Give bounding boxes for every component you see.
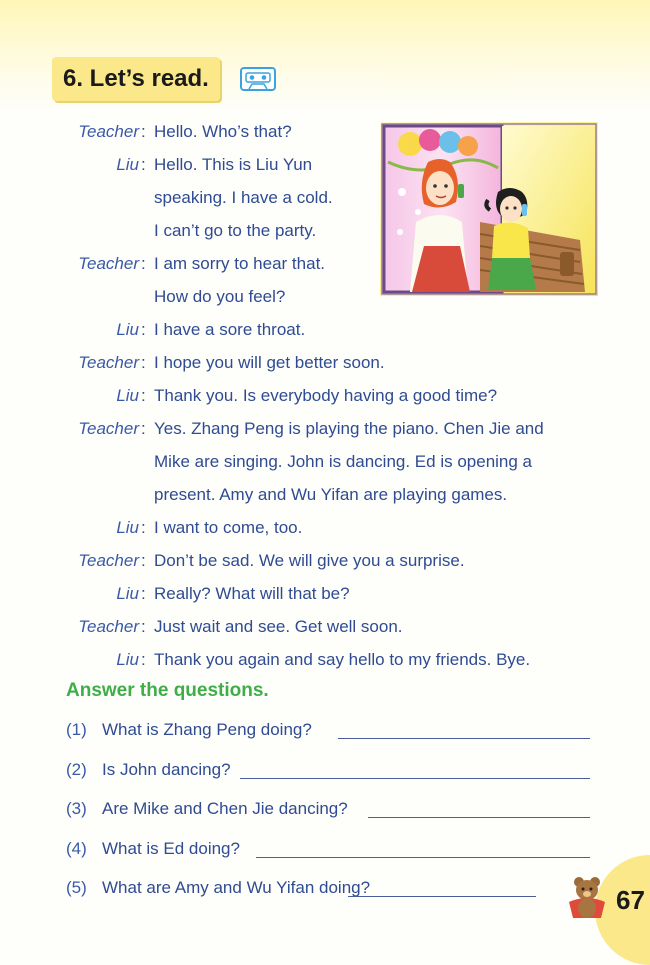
dialogue-text: I can’t go to the party.	[154, 221, 317, 240]
question-number: (5)	[66, 878, 87, 897]
speaker-colon: :	[141, 122, 146, 141]
question-text: What are Amy and Wu Yifan doing?	[102, 878, 371, 897]
section-heading	[52, 57, 220, 101]
dialogue-text: present. Amy and Wu Yifan are playing games.	[154, 485, 508, 504]
speaker-name: Teacher	[78, 617, 139, 636]
answer-line[interactable]	[348, 896, 536, 897]
question-text: Is John dancing?	[102, 760, 231, 779]
speaker-name: Teacher	[78, 419, 139, 438]
dialogue-line	[0, 516, 600, 540]
question-text: What is Ed doing?	[102, 839, 240, 858]
dialogue-text: How do you feel?	[154, 287, 286, 306]
answer-title: Answer the questions.	[66, 680, 269, 701]
question-2	[66, 758, 596, 782]
dialogue-line	[0, 549, 600, 573]
speaker-name: Teacher	[78, 122, 139, 141]
dialogue-line	[0, 582, 600, 606]
speaker-colon: :	[141, 155, 146, 174]
dialogue-line	[0, 384, 600, 408]
dialogue-line	[0, 648, 600, 672]
dialogue-text: Just wait and see. Get well soon.	[154, 617, 403, 636]
speaker-name: Teacher	[78, 353, 139, 372]
speaker-colon: :	[141, 584, 146, 603]
dialogue-text: Hello. This is Liu Yun	[154, 155, 313, 174]
dialogue-line	[0, 483, 600, 507]
dialogue-text: I am sorry to hear that.	[154, 254, 326, 273]
dialogue-line	[0, 450, 600, 474]
dialogue-text: Thank you. Is everybody having a good time?	[154, 386, 498, 405]
dialogue-line	[0, 615, 600, 639]
speaker-name: Liu	[116, 386, 139, 405]
dialogue-line	[0, 351, 600, 375]
speaker-name: Liu	[116, 650, 139, 669]
question-number: (2)	[66, 760, 87, 779]
speaker-colon: :	[141, 386, 146, 405]
speaker-name: Liu	[116, 518, 139, 537]
cassette-tape-icon[interactable]	[240, 67, 276, 91]
speaker-colon: :	[141, 518, 146, 537]
question-number: (4)	[66, 839, 87, 858]
question-5	[66, 876, 596, 900]
speaker-colon: :	[141, 254, 146, 273]
speaker-colon: :	[141, 650, 146, 669]
dialogue-text: I hope you will get better soon.	[154, 353, 385, 372]
speaker-name: Liu	[116, 155, 139, 174]
question-number: (3)	[66, 799, 87, 818]
dialogue-line	[0, 318, 600, 342]
answer-line[interactable]	[338, 738, 590, 739]
speaker-colon: :	[141, 419, 146, 438]
dialogue-line	[0, 417, 600, 441]
answer-line[interactable]	[256, 857, 590, 858]
bear-mascot	[565, 872, 609, 922]
dialogue-text: Hello. Who’s that?	[154, 122, 292, 141]
dialogue-text: I want to come, too.	[154, 518, 303, 537]
question-3	[66, 797, 596, 821]
question-number: (1)	[66, 720, 87, 739]
speaker-colon: :	[141, 353, 146, 372]
speaker-name: Liu	[116, 584, 139, 603]
question-text: Are Mike and Chen Jie dancing?	[102, 799, 348, 818]
speaker-name: Teacher	[78, 551, 139, 570]
speaker-colon: :	[141, 320, 146, 339]
dialogue-text: speaking. I have a cold.	[154, 188, 333, 207]
speaker-colon: :	[141, 551, 146, 570]
answer-line[interactable]	[240, 778, 590, 779]
speaker-colon: :	[141, 617, 146, 636]
speaker-name: Teacher	[78, 254, 139, 273]
dialogue-text: Thank you again and say hello to my friends. Bye.	[154, 650, 531, 669]
dialogue-text: Yes. Zhang Peng is playing the piano. Chen Jie and	[154, 419, 544, 438]
answer-line[interactable]	[368, 817, 590, 818]
question-4	[66, 837, 596, 861]
section-title: 6. Let’s read.	[63, 65, 209, 92]
question-text: What is Zhang Peng doing?	[102, 720, 312, 739]
dialogue-text: Don’t be sad. We will give you a surprise.	[154, 551, 465, 570]
page-number: 67	[616, 885, 645, 915]
dialogue-text: Mike are singing. John is dancing. Ed is opening a	[154, 452, 533, 471]
dialogue-text: Really? What will that be?	[154, 584, 350, 603]
dialogue-illustration	[380, 122, 598, 296]
dialogue-text: I have a sore throat.	[154, 320, 306, 339]
speaker-name: Liu	[116, 320, 139, 339]
question-1	[66, 718, 596, 742]
